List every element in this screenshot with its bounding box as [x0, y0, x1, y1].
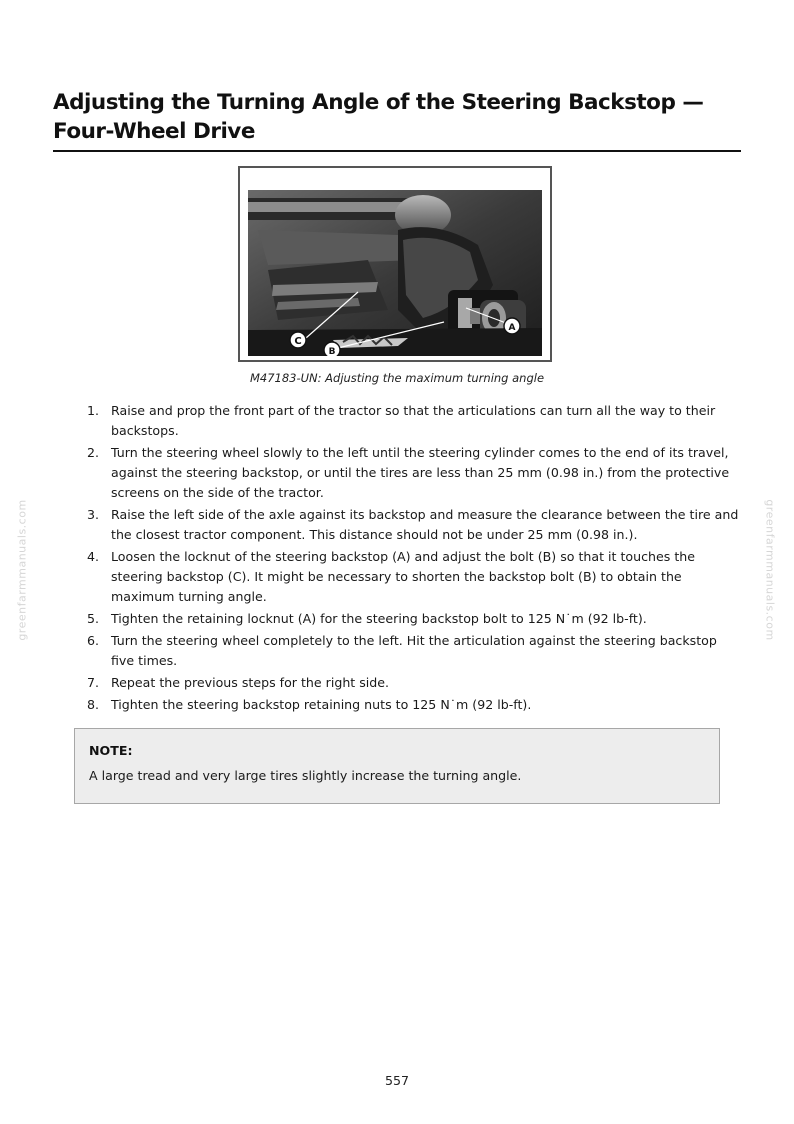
- step-number: 3.: [87, 507, 100, 522]
- callout-a-label: A: [508, 323, 516, 333]
- step-item: [82, 443, 742, 503]
- step-text: Repeat the previous steps for the right side.: [111, 675, 390, 690]
- callout-c-label: C: [294, 336, 302, 347]
- step-item: [82, 673, 742, 693]
- step-number: 1.: [87, 403, 100, 418]
- step-text: Turn the steering wheel completely to the left. Hit the articulation against the steering backstop five times.: [111, 633, 717, 668]
- callout-a: [504, 318, 520, 334]
- step-item: [82, 401, 742, 441]
- step-item: [82, 547, 742, 607]
- step-item: [82, 631, 742, 671]
- step-number: 6.: [87, 633, 100, 648]
- callout-b: [324, 342, 340, 356]
- procedure-steps: [82, 401, 742, 717]
- note-text: A large tread and very large tires slightly increase the turning angle.: [89, 768, 522, 783]
- steering-backstop-photo: [248, 190, 542, 356]
- step-item: [82, 505, 742, 545]
- note-box: [74, 728, 720, 804]
- step-number: 5.: [87, 611, 100, 626]
- watermark-right: greenfarmmanuals.com: [763, 499, 777, 641]
- step-number: 4.: [87, 549, 100, 564]
- step-text: Loosen the locknut of the steering backstop (A) and adjust the bolt (B) so that it touches the steering backstop (C). It might be necessary to shorten the backstop bolt (B) to obtain the maximum turning angle.: [111, 549, 696, 604]
- page-title: Adjusting the Turning Angle of the Steering Backstop — Four-Wheel Drive: [53, 90, 704, 144]
- step-number: 2.: [87, 445, 100, 460]
- step-text: Raise and prop the front part of the tractor so that the articulations can turn all the way to their backstops.: [111, 403, 716, 438]
- page-number: 557: [384, 1073, 410, 1088]
- callout-b-label: B: [328, 347, 336, 356]
- step-text: Tighten the retaining locknut (A) for the steering backstop bolt to 125 N˙m (92 lb-ft).: [111, 611, 647, 626]
- title-rule: [53, 150, 741, 152]
- watermark-left: greenfarmmanuals.com: [15, 499, 29, 641]
- note-heading: NOTE:: [89, 743, 133, 758]
- step-text: Tighten the steering backstop retaining nuts to 125 N˙m (92 lb-ft).: [111, 697, 532, 712]
- step-number: 8.: [87, 697, 100, 712]
- step-number: 7.: [87, 675, 100, 690]
- figure-frame: [238, 166, 552, 362]
- step-item: [82, 695, 742, 715]
- figure-caption: M47183-UN: Adjusting the maximum turning angle: [249, 371, 545, 385]
- step-item: [82, 609, 742, 629]
- callout-c: [290, 332, 306, 348]
- step-text: Raise the left side of the axle against its backstop and measure the clearance between the tire and the closest tractor component. This distance should not be under 25 mm (0.98 in.).: [111, 507, 739, 542]
- step-text: Turn the steering wheel slowly to the left until the steering cylinder comes to the end of its travel, against the steering backstop, or until the tires are less than 25 mm (0.98 in.) from the protective screens on the side of the tractor.: [111, 445, 730, 500]
